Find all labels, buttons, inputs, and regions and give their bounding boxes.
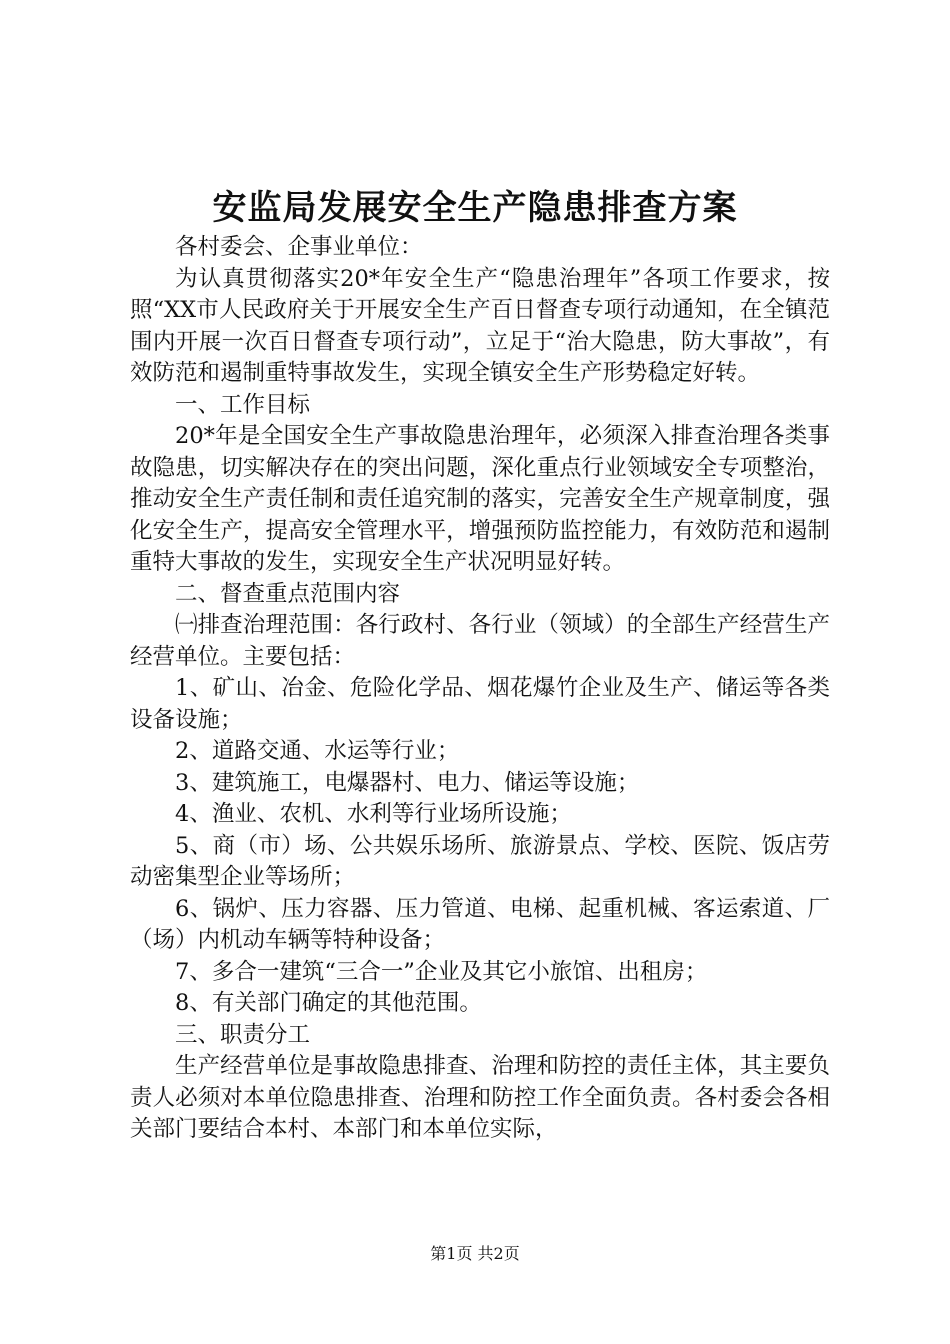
section-heading-goals: 一、工作目标	[175, 391, 311, 418]
intro-paragraph: 为认真贯彻落实20*年安全生产“隐患治理年”各项工作要求，按照“XX市人民政府关于开展安全生产百日督查专项行动通知，在全镇范围内开展一次百日督查专项行动”，立足于“治大隐患，防大事故”，有效防范和遏制重特事故发生，实现全镇安全生产形势稳定好转。	[130, 265, 830, 386]
document-body	[130, 232, 830, 1146]
list-item: 6、锅炉、压力容器、压力管道、电梯、起重机械、客运索道、厂（场）内机动车辆等特种设备；	[130, 895, 830, 953]
list-item: 2、道路交通、水运等行业；	[175, 738, 460, 764]
list-item: 8、有关部门确定的其他范围。	[175, 990, 482, 1016]
document-title: 安监局发展安全生产隐患排查方案	[212, 188, 738, 228]
list-item: 5、商（市）场、公共娱乐场所、旅游景点、学校、医院、饭店劳动密集型企业等场所；	[130, 832, 830, 890]
salutation: 各村委会、企事业单位：	[175, 234, 423, 260]
list-item: 3、建筑施工，电爆器村、电力、储运等设施；	[175, 769, 640, 796]
section-heading-duties: 三、职责分工	[175, 1021, 311, 1048]
duties-paragraph: 生产经营单位是事故隐患排查、治理和防控的责任主体，其主要负责人必须对本单位隐患排查、治理和防控工作全面负责。各村委会各相关部门要结合本村、本部门和本单位实际，	[130, 1053, 830, 1142]
page-number: 第1页 共2页	[430, 1244, 520, 1263]
scope-paragraph: ㈠排查治理范围：各行政村、各行业（领域）的全部生产经营生产经营单位。主要包括：	[130, 612, 830, 670]
list-item: 7、多合一建筑“三合一”企业及其它小旅馆、出租房；	[175, 958, 708, 985]
section-heading-scope: 二、督查重点范围内容	[175, 580, 401, 607]
list-item: 4、渔业、农机、水利等行业场所设施；	[175, 801, 572, 827]
list-item: 1、矿山、冶金、危险化学品、烟花爆竹企业及生产、储运等各类设备设施；	[130, 675, 830, 733]
goals-paragraph: 20*年是全国安全生产事故隐患治理年，必须深入排查治理各类事故隐患，切实解决存在的突出问题，深化重点行业领域安全专项整治，推动安全生产责任制和责任追究制的落实，完善安全生产规章制度，强化安全生产，提高安全管理水平，增强预防监控能力，有效防范和遏制重特大事故的发生，实现安全生产状况明显好转。	[130, 423, 830, 575]
